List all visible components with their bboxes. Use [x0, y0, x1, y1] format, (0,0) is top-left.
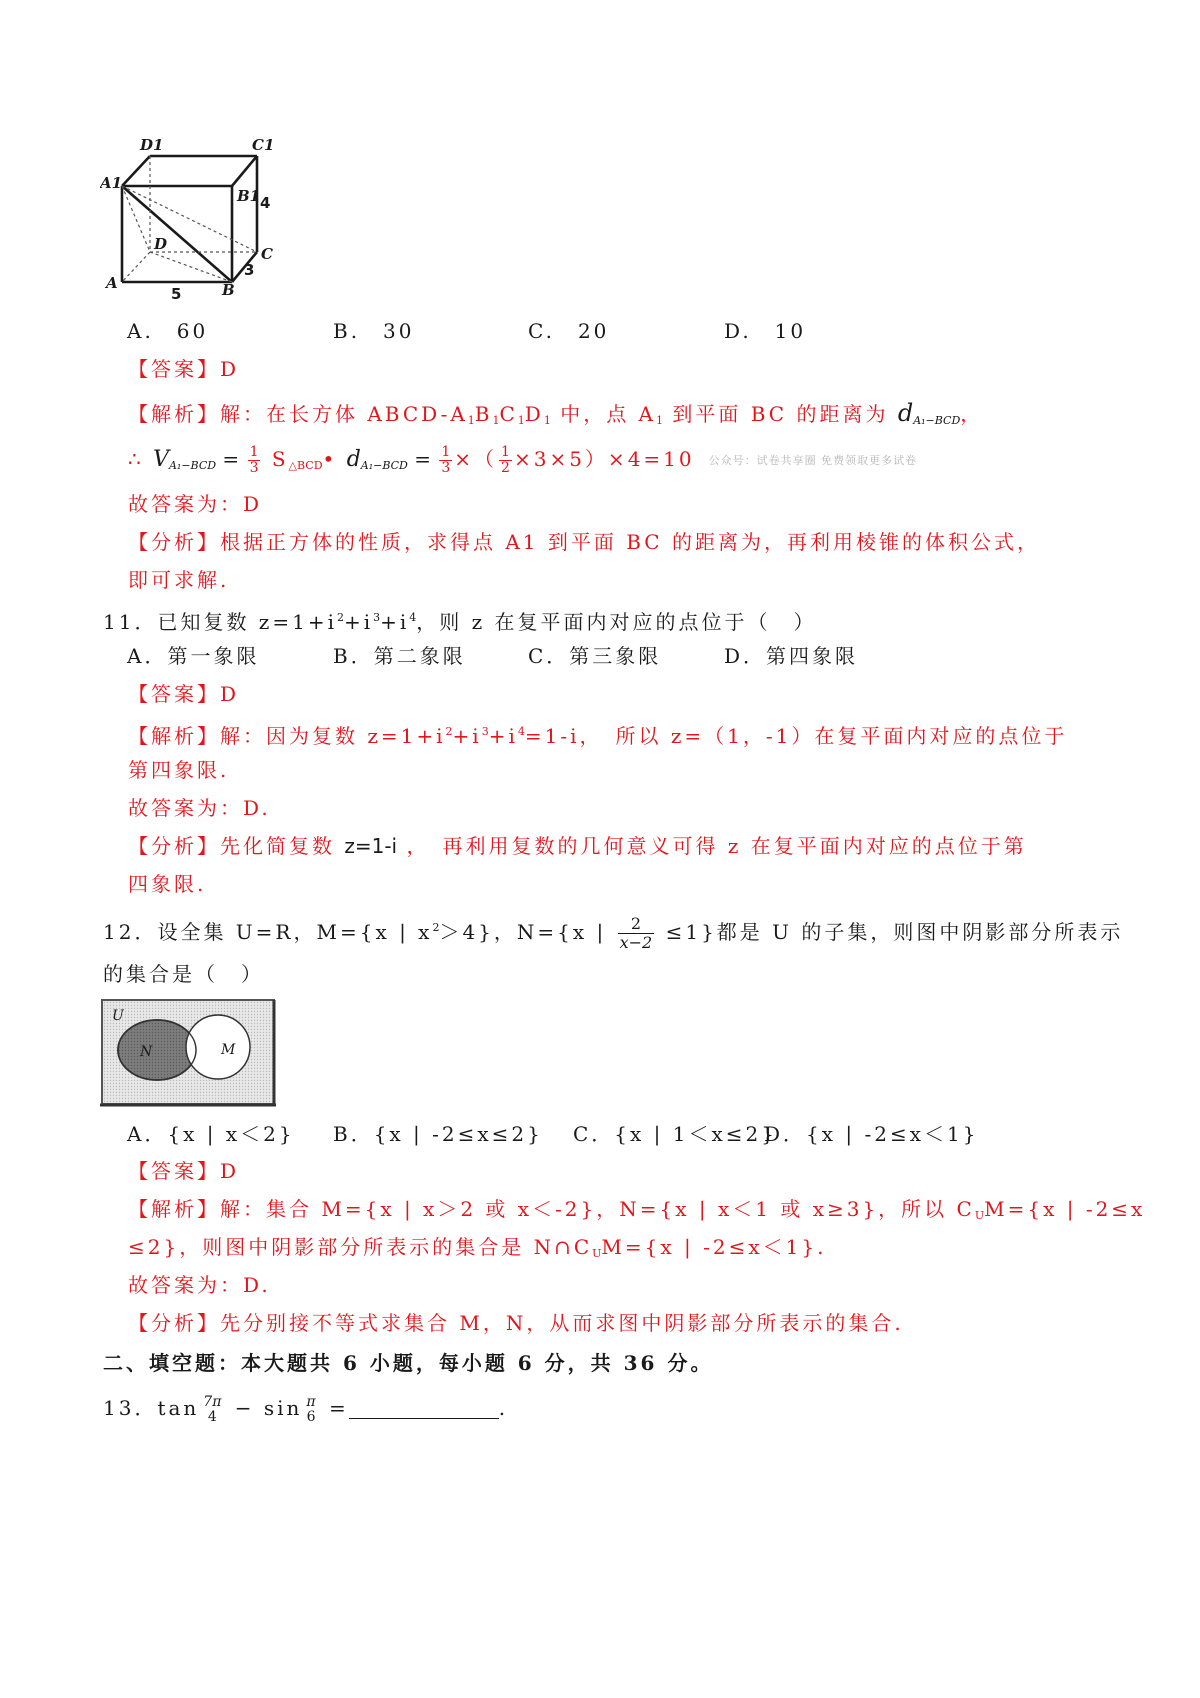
q12-option-a: A．{x | x＜2} — [127, 1122, 295, 1146]
review-tag: 【分析】 — [128, 530, 220, 554]
q12-option-d: D．{x | -2≤x＜1} — [764, 1122, 979, 1146]
q11-option-a: A．第一象限 — [127, 644, 260, 668]
answer-tag: 【答案】 — [128, 357, 220, 381]
q11-analysis-2: 第四象限. — [128, 758, 230, 782]
q10-review-1: 【分析】根据正方体的性质，求得点 A1 到平面 BC 的距离为，再利用棱锥的体积公式， — [128, 530, 1040, 554]
q11-answer: 【答案】D — [128, 682, 240, 706]
q13-answer-blank[interactable] — [349, 1398, 499, 1419]
q12-question-1: 12．设全集 U=R，M={x | $x^2>4$}，N={x | $\frac{2}{x-2}$ ≤1}都是 U 的子集，则图中阴影部分所表示 — [103, 914, 1124, 952]
venn-diagram — [100, 998, 278, 1108]
q11-conclusion: 故答案为：D. — [128, 796, 271, 820]
q10-conclusion: 故答案为：D — [128, 492, 263, 516]
label-B: B — [222, 281, 235, 299]
q12-review: 【分析】先分别接不等式求集合 M，N，从而求图中阴影部分所表示的集合. — [128, 1311, 904, 1335]
q11-analysis-1: 【解析】解：因为复数 $z=1+i^2+i^3+i^4=1-i$， 所以 z=（1，-1）在复平面内对应的点位于 — [128, 724, 1068, 748]
venn-label-u: U — [112, 1008, 124, 1024]
q10-option-d: D. 10 — [724, 319, 807, 343]
q10-option-a: A. 60 — [127, 319, 209, 343]
venn-label-n: N — [140, 1044, 153, 1060]
q10-option-b: B. 30 — [333, 319, 415, 343]
edge-height-label: 4 — [260, 194, 271, 212]
edge-width-label: 5 — [171, 285, 182, 303]
label-A: A — [106, 274, 118, 292]
label-B1: B1 — [237, 187, 261, 205]
q11-review-2: 四象限. — [128, 872, 207, 896]
q10-formula: ∴ $V_{A_1-BCD}$ = $\frac{1}{3}$ $S_{\triangle BCD}•$ $d_{A_1-BCD}$ = $\frac{1}{3}$ ×（ $\frac{1}{2}$ ×3×5）×4=10 公众号：试卷共享圈 免费领取更多试卷 — [128, 444, 918, 476]
q10-answer — [128, 355, 239, 383]
watermark: 公众号：试卷共享圈 免费领取更多试卷 — [708, 453, 918, 467]
q11-option-d: D．第四象限 — [724, 644, 859, 668]
edge-depth-label: 3 — [244, 261, 255, 279]
q12-analysis-2: ≤2}，则图中阴影部分所表示的集合是 $N\cap C_UM=\{x$ | -2≤x＜1}. — [128, 1235, 827, 1260]
answer-value: D — [220, 357, 240, 381]
label-A1: A1 — [100, 174, 123, 192]
q10-review-2: 即可求解. — [128, 568, 230, 592]
q11-option-c: C．第三象限 — [528, 644, 662, 668]
q12-question-2: 的集合是（ ） — [103, 962, 264, 986]
q12-answer: 【答案】D — [128, 1159, 240, 1183]
label-D1: D1 — [140, 136, 164, 154]
q11-review-1: 【分析】先化简复数 z=1-i ， 再利用复数的几何意义可得 z 在复平面内对应的点位于第 — [128, 834, 1027, 858]
analysis-text: 解：在长方体 ABCD-$A_1B_1C_1D_1$ 中，点 $A_1$ 到平面 BC 的距离为 $d_{A_1-BCD}$， — [220, 399, 984, 427]
q11-option-b: B．第二象限 — [333, 644, 466, 668]
q12-option-b: B．{x | -2≤x≤2} — [333, 1122, 543, 1146]
label-D: D — [154, 235, 168, 253]
label-C: C — [261, 245, 273, 263]
section2-heading: 二、填空题：本大题共 6 小题，每小题 6 分，共 36 分。 — [103, 1351, 714, 1375]
q10-option-c: C. 20 — [528, 319, 610, 343]
venn-label-m: M — [221, 1042, 236, 1058]
q12-conclusion: 故答案为：D. — [128, 1273, 271, 1297]
q12-option-c: C．{x | 1＜x≤2} — [573, 1122, 777, 1146]
q11-question: 11．已知复数 $z=1+i^2+i^3+i^4$，则 z 在复平面内对应的点位于（ ） — [103, 610, 817, 634]
cuboid-figure — [100, 128, 290, 303]
label-C1: C1 — [252, 136, 275, 154]
analysis-tag: 【解析】 — [128, 402, 220, 426]
q10-analysis — [128, 399, 983, 435]
q12-analysis-1: 【解析】解：集合 M={x | x＞2 或 x＜-2}，N={x | x＜1 或 x≥3}，所以 $C_UM=\{x$ | -2≤x — [128, 1197, 1146, 1222]
q13-question: 13．tan 7π 4 − sin π 6 = . — [103, 1393, 509, 1425]
